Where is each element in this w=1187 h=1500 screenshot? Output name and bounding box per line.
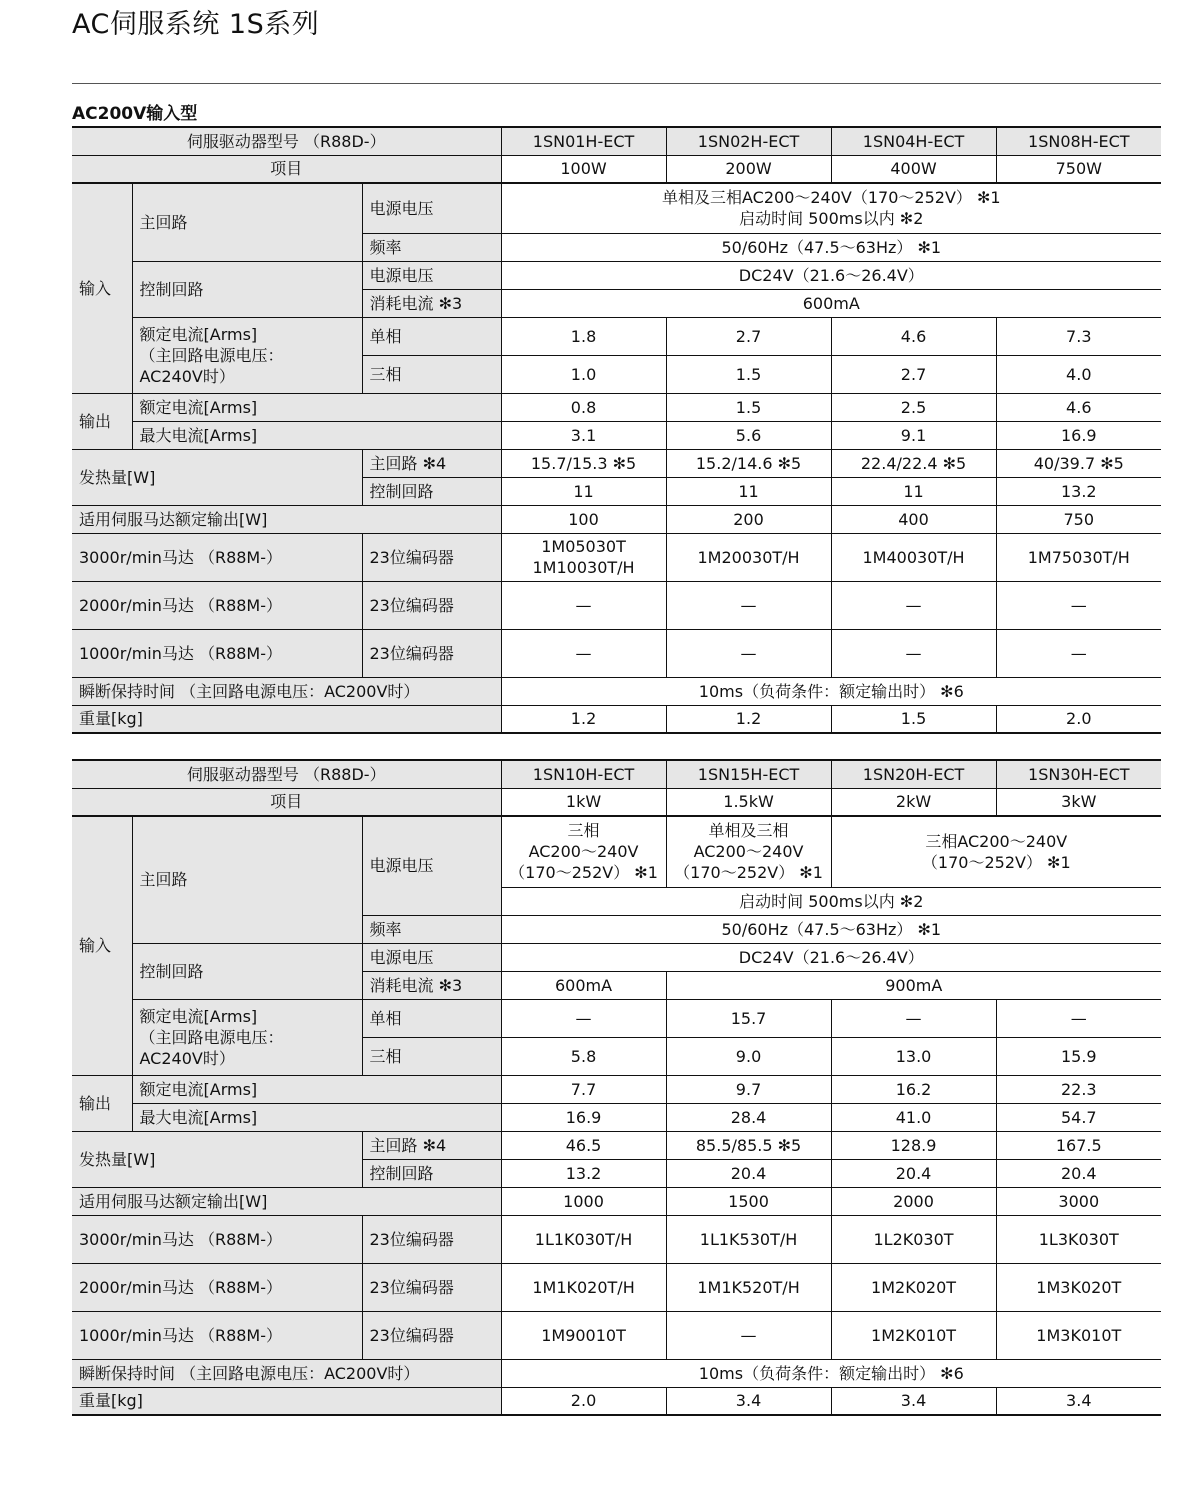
- capacity-cell: 1.5kW: [666, 788, 831, 816]
- value-cell: 16.9: [501, 1103, 666, 1131]
- model-cell: 1SN08H-ECT: [996, 127, 1161, 155]
- voltage-cell: [831, 816, 1161, 887]
- value-cell: 11: [831, 477, 996, 505]
- rated-current-line: 额定电流[Arms]: [139, 324, 258, 344]
- control-circuit-label: 控制回路: [132, 261, 362, 317]
- main-voltage-row: [72, 183, 1161, 233]
- motor-3000-label: 3000r/min马达 （R88M-）: [72, 1215, 362, 1263]
- value-cell: 1M1K020T/H: [501, 1263, 666, 1311]
- value-cell: 16.2: [831, 1075, 996, 1103]
- heat-main-row: [72, 449, 1161, 477]
- voltage-line: 单相及三相: [708, 821, 789, 841]
- value-cell: 2.7: [666, 317, 831, 355]
- value-cell: 128.9: [831, 1131, 996, 1159]
- motor-3000-row: [72, 533, 1161, 581]
- model-cell: 1SN20H-ECT: [831, 760, 996, 788]
- value-cell: 13.2: [501, 1159, 666, 1187]
- out-rated-label: 额定电流[Arms]: [132, 1075, 501, 1103]
- motor-2000-row: [72, 1263, 1161, 1311]
- value-cell: 400: [831, 505, 996, 533]
- three-phase-label: 三相: [362, 355, 501, 393]
- value-cell: 15.9: [996, 1037, 1161, 1075]
- rated-current-label: [132, 317, 362, 393]
- value-cell: 750: [996, 505, 1161, 533]
- value-cell: 4.6: [996, 393, 1161, 421]
- value-cell: 16.9: [996, 421, 1161, 449]
- motor-1000-label: 1000r/min马达 （R88M-）: [72, 1311, 362, 1359]
- weight-row: [72, 705, 1161, 733]
- model-cell: 1SN30H-ECT: [996, 760, 1161, 788]
- value-cell: 2.0: [501, 1387, 666, 1415]
- spec-table-200v-large: [72, 759, 1161, 1416]
- motor-model-line: 1M10030T/H: [532, 558, 635, 577]
- value-cell: 1.2: [666, 705, 831, 733]
- model-cell: 1SN02H-ECT: [666, 127, 831, 155]
- value-cell: 1M3K020T: [996, 1263, 1161, 1311]
- consumption-label: 消耗电流 ✻3: [362, 289, 501, 317]
- motor-model-line: 1M05030T: [541, 537, 626, 556]
- single-phase-label: 单相: [362, 317, 501, 355]
- value-cell: —: [666, 629, 831, 677]
- out-rated-row: [72, 393, 1161, 421]
- motor-2000-row: [72, 581, 1161, 629]
- model-header: 伺服驱动器型号 （R88D-）: [72, 127, 501, 155]
- startup-time-value: 启动时间 500ms以内 ✻2: [501, 887, 1161, 915]
- motor-1000-row: [72, 629, 1161, 677]
- value-cell: 13.2: [996, 477, 1161, 505]
- capacity-cell: 100W: [501, 155, 666, 183]
- value-cell: 7.7: [501, 1075, 666, 1103]
- value-cell: 1M1K520T/H: [666, 1263, 831, 1311]
- heat-main-label: 主回路 ✻4: [362, 1131, 501, 1159]
- motor-3000-label: 3000r/min马达 （R88M-）: [72, 533, 362, 581]
- frequency-value: 50/60Hz（47.5～63Hz） ✻1: [501, 233, 1161, 261]
- value-cell: 1M2K020T: [831, 1263, 996, 1311]
- capacity-cell: 750W: [996, 155, 1161, 183]
- input-label: 输入: [72, 183, 132, 393]
- value-cell: 85.5/85.5 ✻5: [666, 1131, 831, 1159]
- out-rated-row: [72, 1075, 1161, 1103]
- motor-output-row: [72, 505, 1161, 533]
- value-cell: 1L2K030T: [831, 1215, 996, 1263]
- out-max-label: 最大电流[Arms]: [132, 1103, 501, 1131]
- heat-label: 发热量[W]: [72, 449, 362, 505]
- value-cell: 15.7/15.3 ✻5: [501, 449, 666, 477]
- rated-single-row: [72, 999, 1161, 1037]
- value-cell: 1.8: [501, 317, 666, 355]
- value-cell: 41.0: [831, 1103, 996, 1131]
- power-voltage-label: 电源电压: [362, 261, 501, 289]
- value-cell: —: [666, 581, 831, 629]
- capacity-cell: 3kW: [996, 788, 1161, 816]
- frequency-label: 频率: [362, 233, 501, 261]
- rated-current-line: AC240V时）: [139, 366, 235, 386]
- value-cell: 1000: [501, 1187, 666, 1215]
- value-cell: 7.3: [996, 317, 1161, 355]
- value-cell: 1M75030T/H: [996, 533, 1161, 581]
- capacity-cell: 2kW: [831, 788, 996, 816]
- value-cell: —: [831, 581, 996, 629]
- capacity-cell: 400W: [831, 155, 996, 183]
- voltage-line: （170～252V） ✻1: [674, 863, 823, 883]
- value-cell: 5.6: [666, 421, 831, 449]
- value-cell: 15.2/14.6 ✻5: [666, 449, 831, 477]
- voltage-line: AC200～240V: [528, 842, 639, 862]
- weight-row: [72, 1387, 1161, 1415]
- encoder-label: 23位编码器: [362, 1263, 501, 1311]
- hold-time-value: 10ms（负荷条件：额定输出时） ✻6: [501, 1359, 1161, 1387]
- rated-current-line: （主回路电源电压：: [139, 345, 284, 365]
- value-cell: 20.4: [996, 1159, 1161, 1187]
- value-cell: 100: [501, 505, 666, 533]
- value-cell: 11: [501, 477, 666, 505]
- value-cell: 28.4: [666, 1103, 831, 1131]
- out-max-row: [72, 421, 1161, 449]
- main-circuit-label: 主回路: [132, 183, 362, 261]
- out-max-row: [72, 1103, 1161, 1131]
- hold-time-value: 10ms（负荷条件：额定输出时） ✻6: [501, 677, 1161, 705]
- out-max-label: 最大电流[Arms]: [132, 421, 501, 449]
- out-rated-label: 额定电流[Arms]: [132, 393, 501, 421]
- voltage-line: AC200～240V: [693, 842, 804, 862]
- control-voltage-row: [72, 943, 1161, 971]
- control-voltage-value: DC24V（21.6～26.4V）: [501, 943, 1161, 971]
- value-cell: 1.2: [501, 705, 666, 733]
- value-cell: 2.7: [831, 355, 996, 393]
- value-cell: 4.0: [996, 355, 1161, 393]
- value-cell: 54.7: [996, 1103, 1161, 1131]
- value-cell: 200: [666, 505, 831, 533]
- value-cell: 1M40030T/H: [831, 533, 996, 581]
- voltage-line: （170～252V） ✻1: [509, 863, 658, 883]
- value-cell: 9.0: [666, 1037, 831, 1075]
- motor-1000-row: [72, 1311, 1161, 1359]
- hold-time-row: [72, 677, 1161, 705]
- three-phase-label: 三相: [362, 1037, 501, 1075]
- consumption-value: 600mA: [501, 971, 666, 999]
- rated-current-line: AC240V时）: [139, 1048, 235, 1068]
- value-cell: 22.3: [996, 1075, 1161, 1103]
- heat-control-label: 控制回路: [362, 477, 501, 505]
- value-cell: 46.5: [501, 1131, 666, 1159]
- value-cell: 13.0: [831, 1037, 996, 1075]
- hold-time-label: 瞬断保持时间 （主回路电源电压：AC200V时）: [72, 1359, 501, 1387]
- rated-current-line: （主回路电源电压：: [139, 1027, 284, 1047]
- value-cell: 3000: [996, 1187, 1161, 1215]
- encoder-label: 23位编码器: [362, 1215, 501, 1263]
- capacity-row: [72, 788, 1161, 816]
- consumption-value: 900mA: [666, 971, 1161, 999]
- motor-output-label: 适用伺服马达额定输出[W]: [72, 1187, 501, 1215]
- input-label: 输入: [72, 816, 132, 1075]
- value-cell: —: [996, 999, 1161, 1037]
- control-circuit-label: 控制回路: [132, 943, 362, 999]
- value-cell: 2.0: [996, 705, 1161, 733]
- output-label: 输出: [72, 1075, 132, 1131]
- motor-output-row: [72, 1187, 1161, 1215]
- model-row: [72, 127, 1161, 155]
- output-label: 输出: [72, 393, 132, 449]
- value-cell: 3.4: [666, 1387, 831, 1415]
- value-cell: 3.4: [996, 1387, 1161, 1415]
- consumption-label: 消耗电流 ✻3: [362, 971, 501, 999]
- heat-label: 发热量[W]: [72, 1131, 362, 1187]
- value-cell: —: [501, 629, 666, 677]
- value-cell: 9.1: [831, 421, 996, 449]
- value-cell: 1500: [666, 1187, 831, 1215]
- value-cell: 20.4: [666, 1159, 831, 1187]
- weight-label: 重量[kg]: [72, 705, 501, 733]
- value-cell: 1.5: [666, 393, 831, 421]
- motor-2000-label: 2000r/min马达 （R88M-）: [72, 1263, 362, 1311]
- main-voltage-value: [501, 183, 1161, 233]
- hold-time-label: 瞬断保持时间 （主回路电源电压：AC200V时）: [72, 677, 501, 705]
- rated-single-row: [72, 317, 1161, 355]
- motor-3000-row: [72, 1215, 1161, 1263]
- value-cell: 1.0: [501, 355, 666, 393]
- item-header: 项目: [72, 155, 501, 183]
- rated-current-label: [132, 999, 362, 1075]
- value-cell: 1M3K010T: [996, 1311, 1161, 1359]
- value-cell: 1L1K530T/H: [666, 1215, 831, 1263]
- page-title: AC伺服系统 1S系列: [72, 9, 320, 40]
- model-cell: 1SN15H-ECT: [666, 760, 831, 788]
- power-voltage-label: 电源电压: [362, 183, 501, 233]
- main-voltage-line: 单相及三相AC200～240V（170～252V） ✻1: [662, 188, 1001, 208]
- value-cell: 11: [666, 477, 831, 505]
- value-cell: 5.8: [501, 1037, 666, 1075]
- main-circuit-label: 主回路: [132, 816, 362, 943]
- capacity-row: [72, 155, 1161, 183]
- motor-2000-label: 2000r/min马达 （R88M-）: [72, 581, 362, 629]
- value-cell: [501, 533, 666, 581]
- startup-time-line: 启动时间 500ms以内 ✻2: [739, 209, 924, 229]
- value-cell: 9.7: [666, 1075, 831, 1103]
- main-voltage-row: [72, 816, 1161, 887]
- power-voltage-label: 电源电压: [362, 816, 501, 915]
- voltage-line: 三相: [567, 821, 600, 841]
- value-cell: —: [666, 1311, 831, 1359]
- power-voltage-label: 电源电压: [362, 943, 501, 971]
- value-cell: 22.4/22.4 ✻5: [831, 449, 996, 477]
- encoder-label: 23位编码器: [362, 629, 501, 677]
- value-cell: 1M20030T/H: [666, 533, 831, 581]
- model-cell: 1SN04H-ECT: [831, 127, 996, 155]
- value-cell: 1M2K010T: [831, 1311, 996, 1359]
- frequency-value: 50/60Hz（47.5～63Hz） ✻1: [501, 915, 1161, 943]
- value-cell: —: [996, 581, 1161, 629]
- hold-time-row: [72, 1359, 1161, 1387]
- rated-current-line: 额定电流[Arms]: [139, 1006, 258, 1026]
- weight-label: 重量[kg]: [72, 1387, 501, 1415]
- value-cell: 20.4: [831, 1159, 996, 1187]
- value-cell: 2000: [831, 1187, 996, 1215]
- motor-output-label: 适用伺服马达额定输出[W]: [72, 505, 501, 533]
- frequency-label: 频率: [362, 915, 501, 943]
- value-cell: 3.4: [831, 1387, 996, 1415]
- capacity-cell: 200W: [666, 155, 831, 183]
- value-cell: 3.1: [501, 421, 666, 449]
- encoder-label: 23位编码器: [362, 533, 501, 581]
- voltage-cell: [501, 816, 666, 887]
- value-cell: 40/39.7 ✻5: [996, 449, 1161, 477]
- value-cell: —: [501, 999, 666, 1037]
- model-cell: 1SN01H-ECT: [501, 127, 666, 155]
- section-title: AC200V输入型: [72, 104, 198, 124]
- value-cell: 1.5: [666, 355, 831, 393]
- heat-control-label: 控制回路: [362, 1159, 501, 1187]
- spec-table-200v-small: [72, 126, 1161, 734]
- title-divider: [72, 83, 1161, 84]
- value-cell: 1M90010T: [501, 1311, 666, 1359]
- voltage-cell: [666, 816, 831, 887]
- value-cell: —: [831, 999, 996, 1037]
- model-row: [72, 760, 1161, 788]
- item-header: 项目: [72, 788, 501, 816]
- voltage-line: （170～252V） ✻1: [921, 852, 1071, 872]
- motor-1000-label: 1000r/min马达 （R88M-）: [72, 629, 362, 677]
- value-cell: —: [831, 629, 996, 677]
- encoder-label: 23位编码器: [362, 1311, 501, 1359]
- voltage-line: 三相AC200～240V: [925, 831, 1068, 851]
- value-cell: 1L1K030T/H: [501, 1215, 666, 1263]
- value-cell: —: [501, 581, 666, 629]
- consumption-value: 600mA: [501, 289, 1161, 317]
- heat-main-label: 主回路 ✻4: [362, 449, 501, 477]
- single-phase-label: 单相: [362, 999, 501, 1037]
- value-cell: 167.5: [996, 1131, 1161, 1159]
- value-cell: 4.6: [831, 317, 996, 355]
- value-cell: 15.7: [666, 999, 831, 1037]
- heat-main-row: [72, 1131, 1161, 1159]
- capacity-cell: 1kW: [501, 788, 666, 816]
- value-cell: 2.5: [831, 393, 996, 421]
- encoder-label: 23位编码器: [362, 581, 501, 629]
- value-cell: —: [996, 629, 1161, 677]
- control-voltage-value: DC24V（21.6～26.4V）: [501, 261, 1161, 289]
- value-cell: 1.5: [831, 705, 996, 733]
- control-voltage-row: [72, 261, 1161, 289]
- value-cell: 1L3K030T: [996, 1215, 1161, 1263]
- model-cell: 1SN10H-ECT: [501, 760, 666, 788]
- model-header: 伺服驱动器型号 （R88D-）: [72, 760, 501, 788]
- value-cell: 0.8: [501, 393, 666, 421]
